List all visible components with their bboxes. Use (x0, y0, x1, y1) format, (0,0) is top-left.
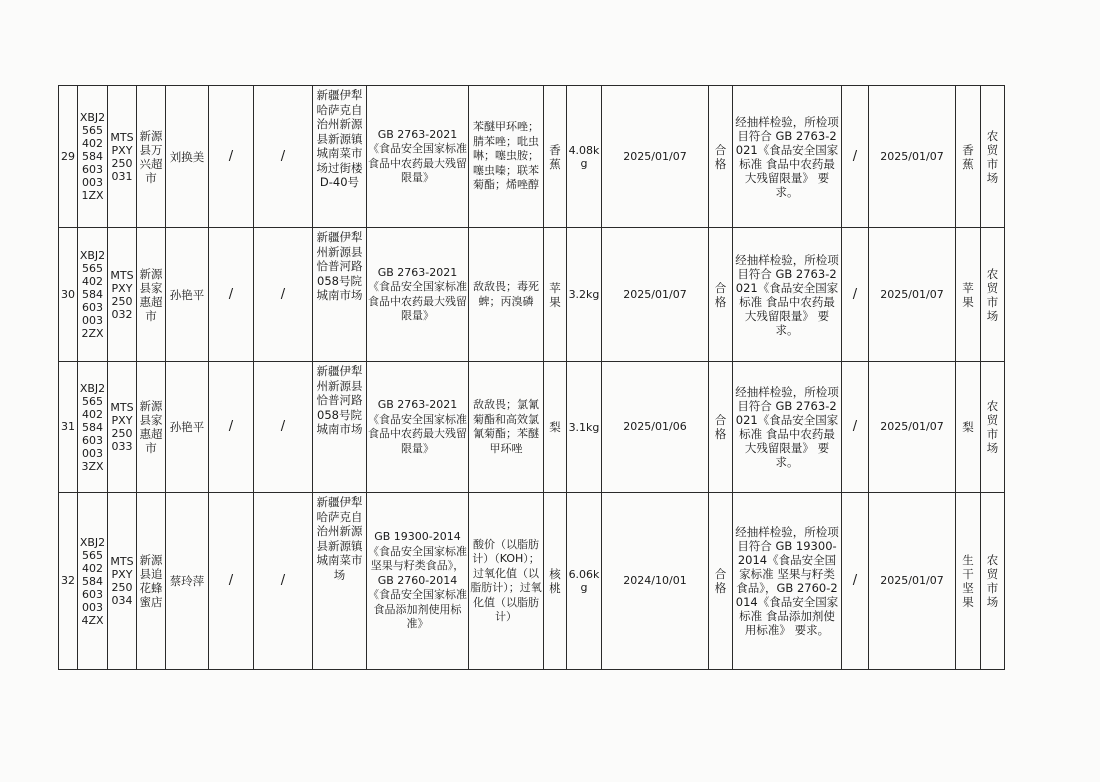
food-category: 梨 (956, 362, 981, 493)
empty-cell: / (209, 493, 254, 670)
inspection-conclusion: 经抽样检验，所检项目符合 GB 2763-2021《食品安全国家标准 食品中农药最大残留限量》 要求。 (733, 362, 842, 493)
inspection-conclusion: 经抽样检验，所检项目符合 GB 2763-2021《食品安全国家标准 食品中农药最大残留限量》 要求。 (733, 228, 842, 362)
empty-cell: / (209, 228, 254, 362)
store-name: 新源县家惠超市 (137, 228, 166, 362)
food-category: 香蕉 (956, 86, 981, 228)
production-date: 2024/10/01 (602, 493, 709, 670)
sample-name: 苹果 (544, 228, 567, 362)
row-number: 30 (59, 228, 78, 362)
empty-cell: / (842, 228, 869, 362)
store-name: 新源县追花蜂蜜店 (137, 493, 166, 670)
sample-name: 梨 (544, 362, 567, 493)
task-id: MTSPXY250033 (108, 362, 137, 493)
store-address: 新疆伊犁州新源县恰普河路058号院城南市场 (313, 362, 367, 493)
empty-cell: / (842, 493, 869, 670)
sampling-date: 2025/01/07 (869, 493, 956, 670)
food-category: 生干坚果 (956, 493, 981, 670)
empty-cell: / (254, 362, 313, 493)
test-standard: GB 2763-2021《食品安全国家标准 食品中农药最大残留限量》 (367, 86, 469, 228)
sampling-date: 2025/01/07 (869, 362, 956, 493)
empty-cell: / (254, 86, 313, 228)
production-date: 2025/01/07 (602, 86, 709, 228)
store-address: 新疆伊犁哈萨克自治州新源县新源镇城南菜市场 (313, 493, 367, 670)
sample-id: XBJ2565402584603 0031ZX (78, 86, 108, 228)
sample-id: XBJ2565402584603 0034ZX (78, 493, 108, 670)
inspection-results-table (58, 85, 1005, 670)
result-badge: 合格 (709, 86, 733, 228)
table-row (59, 86, 1005, 228)
test-items: 酸价（以脂肪计）（KOH）；过氧化值（以脂肪计）；过氧化值（以脂肪计） (469, 493, 544, 670)
inspection-conclusion: 经抽样检验，所检项目符合 GB 19300-2014《食品安全国家标准 坚果与籽类食品》，GB 2760-2014《食品安全国家标准 食品添加剂使用标准》 要求。 (733, 493, 842, 670)
sample-quantity: 3.1kg (567, 362, 602, 493)
sample-name: 核桃 (544, 493, 567, 670)
sample-name: 香蕉 (544, 86, 567, 228)
test-standard: GB 19300-2014《食品安全国家标准 坚果与籽类食品》，GB 2760-2014《食品安全国家标准 食品添加剂使用标准》 (367, 493, 469, 670)
result-badge: 合格 (709, 228, 733, 362)
sampling-date: 2025/01/07 (869, 86, 956, 228)
sample-quantity: 3.2kg (567, 228, 602, 362)
inspection-conclusion: 经抽样检验，所检项目符合 GB 2763-2021《食品安全国家标准 食品中农药最大残留限量》 要求。 (733, 86, 842, 228)
test-items: 苯醚甲环唑；腈苯唑；吡虫啉；噻虫胺；噻虫嗪；联苯菊酯；烯唑醇 (469, 86, 544, 228)
sampling-place: 农贸市场 (981, 86, 1005, 228)
task-id: MTSPXY250031 (108, 86, 137, 228)
sample-quantity: 4.08kg (567, 86, 602, 228)
sample-id: XBJ2565402584603 0033ZX (78, 362, 108, 493)
empty-cell: / (254, 493, 313, 670)
store-name: 新源县万兴超市 (137, 86, 166, 228)
table-row (59, 362, 1005, 493)
test-items: 敌敌畏；毒死蜱；丙溴磷 (469, 228, 544, 362)
result-badge: 合格 (709, 362, 733, 493)
test-standard: GB 2763-2021《食品安全国家标准 食品中农药最大残留限量》 (367, 362, 469, 493)
table-row (59, 493, 1005, 670)
person-name: 孙艳平 (166, 362, 209, 493)
empty-cell: / (209, 362, 254, 493)
store-address: 新疆伊犁哈萨克自治州新源县新源镇城南菜市场过街楼D-40号 (313, 86, 367, 228)
sample-id: XBJ2565402584603 0032ZX (78, 228, 108, 362)
empty-cell: / (842, 86, 869, 228)
sampling-date: 2025/01/07 (869, 228, 956, 362)
sampling-place: 农贸市场 (981, 362, 1005, 493)
sampling-place: 农贸市场 (981, 493, 1005, 670)
production-date: 2025/01/06 (602, 362, 709, 493)
person-name: 孙艳平 (166, 228, 209, 362)
row-number: 32 (59, 493, 78, 670)
sample-quantity: 6.06kg (567, 493, 602, 670)
store-address: 新疆伊犁州新源县恰普河路058号院城南市场 (313, 228, 367, 362)
task-id: MTSPXY250032 (108, 228, 137, 362)
table-row (59, 228, 1005, 362)
test-items: 敌敌畏；氯氰菊酯和高效氯氰菊酯；苯醚甲环唑 (469, 362, 544, 493)
row-number: 31 (59, 362, 78, 493)
sampling-place: 农贸市场 (981, 228, 1005, 362)
person-name: 刘换美 (166, 86, 209, 228)
empty-cell: / (254, 228, 313, 362)
food-category: 苹果 (956, 228, 981, 362)
task-id: MTSPXY250034 (108, 493, 137, 670)
production-date: 2025/01/07 (602, 228, 709, 362)
store-name: 新源县家惠超市 (137, 362, 166, 493)
test-standard: GB 2763-2021《食品安全国家标准 食品中农药最大残留限量》 (367, 228, 469, 362)
person-name: 蔡玲萍 (166, 493, 209, 670)
empty-cell: / (842, 362, 869, 493)
result-badge: 合格 (709, 493, 733, 670)
row-number: 29 (59, 86, 78, 228)
empty-cell: / (209, 86, 254, 228)
